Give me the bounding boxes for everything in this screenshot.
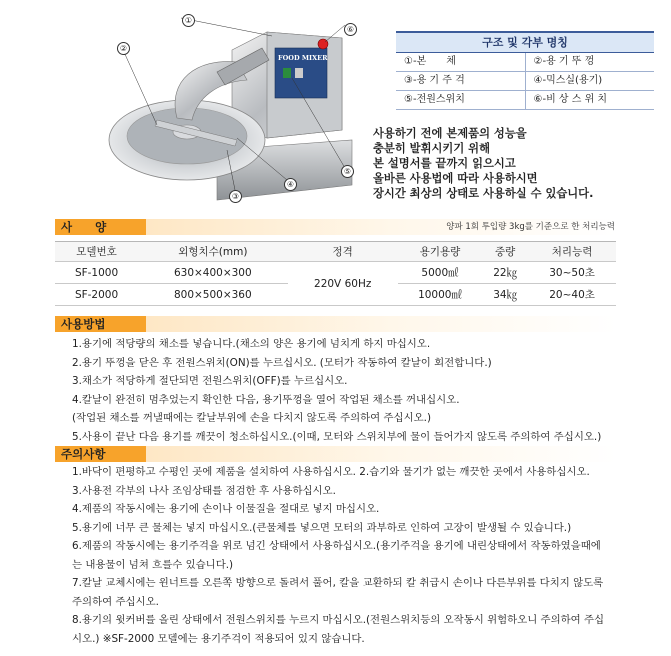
spec-header-row	[55, 242, 616, 262]
intro-text	[373, 126, 663, 201]
spec-cell: SF-1000	[55, 262, 138, 284]
caution-header: 주의사항	[55, 446, 146, 462]
caution-line: 8.용기의 윗커버를 올린 상태에서 전원스위치를 누르지 마십시오.(전원스위치등의 오작동시 위험하오니 주의하여 주십	[72, 614, 605, 626]
parts-title: 구조 및 각부 명칭	[396, 31, 654, 53]
spec-col-capacity: 용기용량	[398, 242, 482, 262]
caution-list	[72, 463, 632, 648]
part-name: ⑥-비 상 스 위 치	[533, 94, 608, 105]
food-mixer-illustration	[97, 10, 367, 208]
parts-row	[396, 53, 654, 72]
power-switch-icon	[283, 68, 291, 78]
spec-header: 사 양	[55, 219, 146, 235]
caution-line: 5.용기에 너무 큰 물체는 넣지 마십시오.(큰물체를 넣으면 모터의 과부하로 인하여 고장이 발생될 수 있습니다.)	[72, 521, 572, 534]
usage-line: 4.칼날이 완전히 멈추었는지 확인한 다음, 용기뚜껑을 열어 작업된 채소를 꺼내십시오.	[72, 393, 460, 406]
callout-2: ②	[117, 42, 130, 55]
table-row	[55, 262, 616, 284]
spec-col-throughput: 처리능력	[528, 242, 616, 262]
part-name: ①-본 체	[396, 53, 526, 71]
callout-3: ③	[229, 190, 242, 203]
spec-table	[55, 241, 616, 306]
caution-line: 주의하여 주십시오.	[72, 595, 159, 608]
callout-1: ①	[182, 14, 195, 27]
parts-table	[396, 31, 654, 110]
caution-line: 7.칼날 교체시에는 윈너트를 오른쪽 방향으로 돌려서 풀어, 칼을 교환하되 칼 취급시 손이나 다른부위를 다치지 않도록	[72, 577, 604, 589]
part-name: ⑤-전원스위치	[396, 91, 526, 109]
usage-line: 2.용기 뚜껑을 닫은 후 전원스위치(ON)를 누르십시오. (모터가 작동하여 칼날이 회전합니다.)	[72, 356, 492, 369]
usage-line: 5.사용이 끝난 다음 용기를 깨끗이 청소하십시오.(이때, 모터와 스위치부에 물이 들어가지 않도록 주의하여 주십시오.)	[72, 430, 602, 443]
caution-line: 3.사용전 각부의 나사 조임상태를 점검한 후 사용하십시오.	[72, 484, 336, 497]
machine-label: FOOD MIXER	[278, 54, 328, 62]
spec-col-model: 모델번호	[55, 242, 138, 262]
parts-row	[396, 72, 654, 91]
caution-line: 6.제품의 작동시에는 용기주걱을 위로 넘긴 상태에서 사용하십시오.(용기주걱을 용기에 내린상태에서 작동하였을때에	[72, 540, 601, 552]
intro-line: 사용하기 전에 본제품의 성능을	[373, 127, 527, 140]
spec-cell: 22㎏	[482, 262, 528, 284]
usage-line: 1.용기에 적당량의 채소를 넣습니다.(채소의 양은 용기에 넘치게 하지 마십시오.	[72, 338, 431, 350]
spec-cell: 30~50초	[528, 262, 616, 284]
usage-line: (작업된 채소를 꺼낼때에는 칼날부위에 손을 다치지 않도록 주의하여 주십시오.)	[72, 412, 432, 424]
spec-col-weight: 중량	[482, 242, 528, 262]
caution-line: 는 내용물이 넘쳐 흐를수 있습니다.)	[72, 558, 234, 571]
spec-rating-cell: 220V 60Hz	[288, 262, 398, 306]
part-name: ③-용 기 주 걱	[396, 72, 526, 90]
caution-line: 시오.) ※SF-2000 모델에는 용기주걱이 적용되어 있지 않습니다.	[72, 632, 365, 645]
callout-5: ⑤	[341, 165, 354, 178]
part-name: ②-용 기 뚜 껑	[533, 56, 595, 67]
spec-cell: 34㎏	[482, 284, 528, 306]
spec-col-size: 외형치수(mm)	[138, 242, 287, 262]
intro-line: 본 설명서를 끝까지 읽으시고	[373, 157, 516, 170]
caution-line: 1.바닥이 편평하고 수평인 곳에 제품을 설치하여 사용하십시오. 2.습기와 물기가 없는 깨끗한 곳에서 사용하십시오.	[72, 466, 590, 478]
callout-4: ④	[284, 178, 297, 191]
usage-header: 사용방법	[55, 316, 146, 332]
intro-line: 충분히 발휘시키기 위해	[373, 142, 490, 155]
spec-cell: 630×400×300	[138, 262, 287, 284]
callout-6: ⑥	[344, 23, 357, 36]
intro-line: 올바른 사용법에 따라 사용하시면	[373, 172, 538, 185]
spec-cell: 10000㎖	[398, 284, 482, 306]
spec-cell: 5000㎖	[398, 262, 482, 284]
usage-line: 3.채소가 적당하게 절단되면 전원스위치(OFF)를 누르십시오.	[72, 375, 348, 387]
spec-cell: 20~40초	[528, 284, 616, 306]
caution-line: 4.제품의 작동시에는 용기에 손이나 이물질을 절대로 넣지 마십시오.	[72, 503, 380, 515]
spec-note: 양파 1회 투입량 3kg를 기준으로 한 처리능력	[446, 222, 615, 232]
intro-line: 장시간 최상의 상태로 사용하실 수 있습니다.	[373, 187, 594, 200]
part-name: ④-믹스실(용기)	[533, 75, 603, 86]
parts-row	[396, 91, 654, 110]
spec-cell: 800×500×360	[138, 284, 287, 306]
product-photo	[97, 10, 367, 208]
spec-cell: SF-2000	[55, 284, 138, 306]
usage-list	[72, 335, 632, 446]
spec-col-rating: 정격	[288, 242, 398, 262]
